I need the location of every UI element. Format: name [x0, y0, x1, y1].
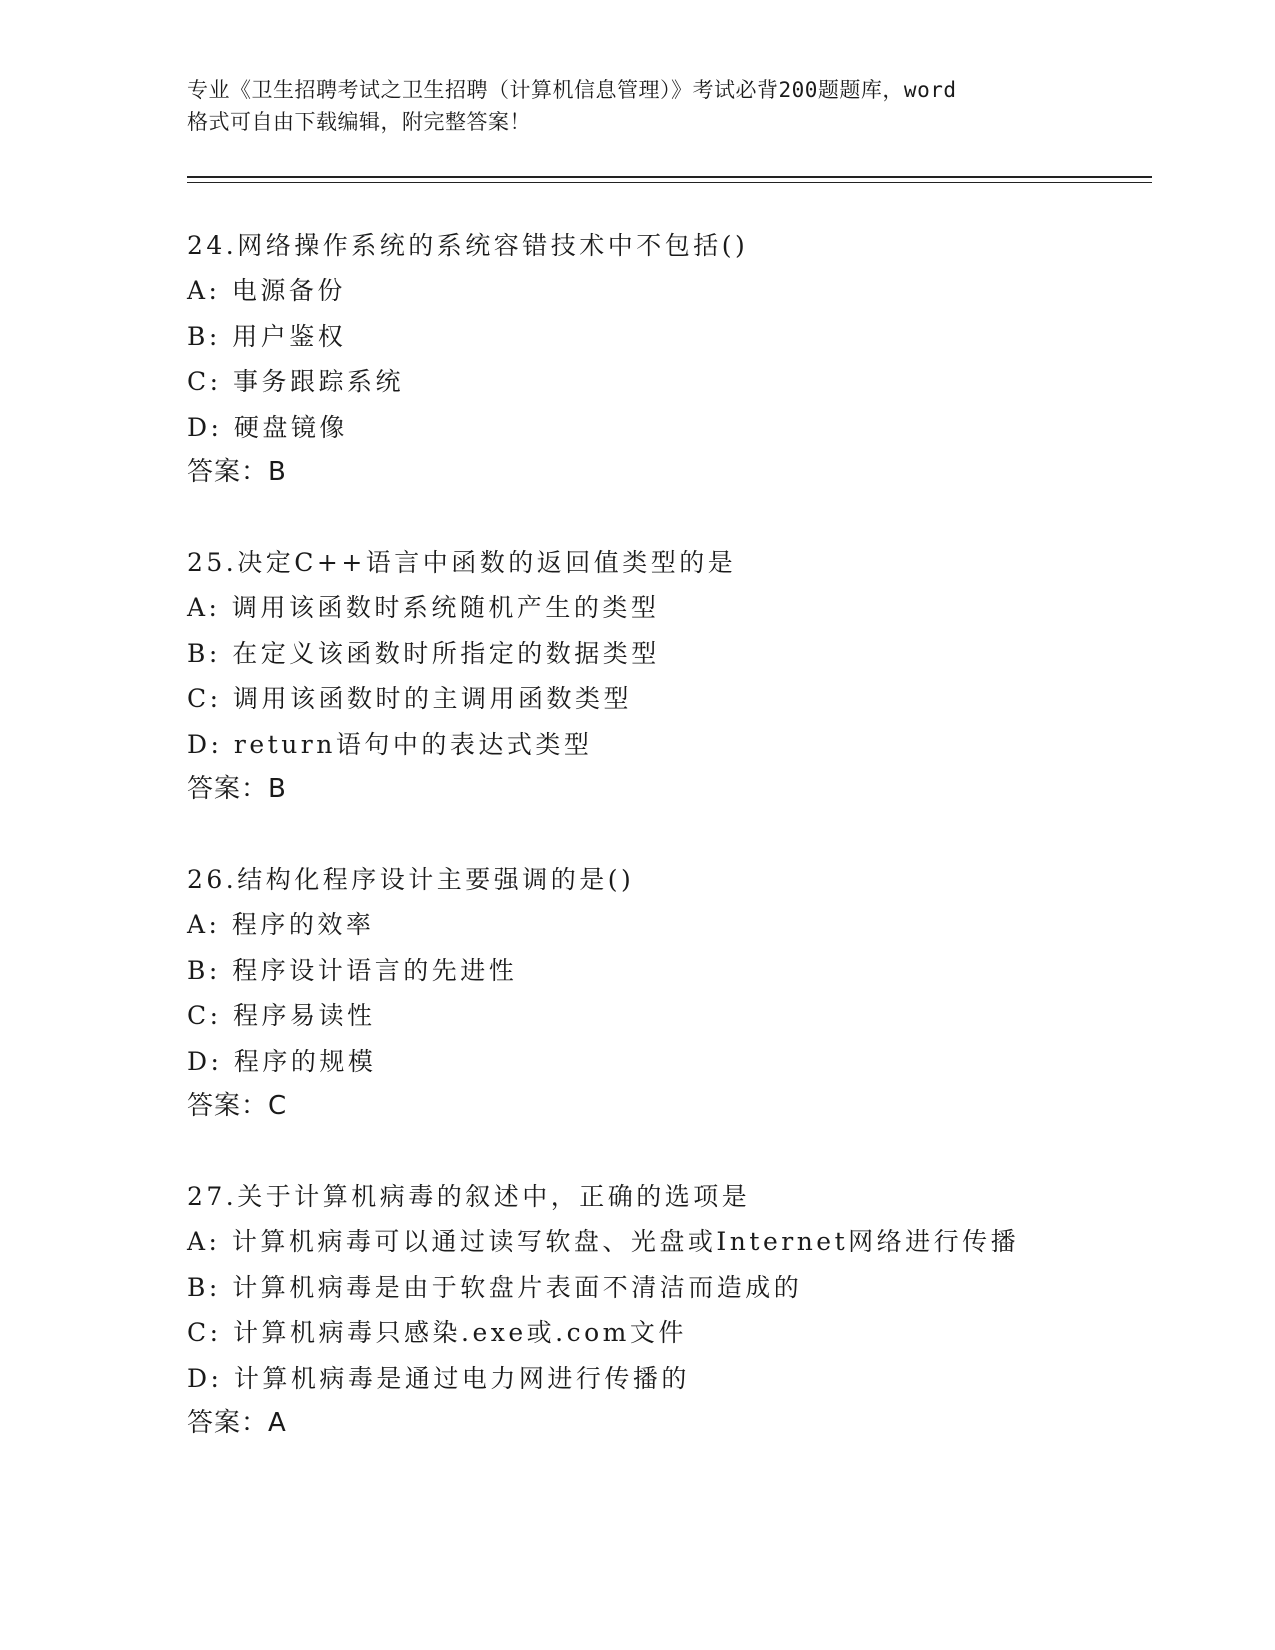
- option-a: A: 程序的效率: [187, 910, 375, 940]
- question-25: [187, 540, 1167, 812]
- option-c: C: 计算机病毒只感染.exe或.com文件: [187, 1318, 687, 1348]
- question-27: [187, 1174, 1167, 1446]
- option-d: D: 计算机病毒是通过电力网进行传播的: [187, 1363, 690, 1393]
- option-b: B: 计算机病毒是由于软盘片表面不清洁而造成的: [187, 1272, 803, 1302]
- question-stem: 26.结构化程序设计主要强调的是(): [187, 865, 635, 894]
- option-b: B: 在定义该函数时所指定的数据类型: [187, 638, 660, 668]
- option-d: D: 程序的规模: [187, 1046, 377, 1076]
- header-divider-thin: [187, 182, 1152, 183]
- answer-line: 答案：B: [187, 773, 287, 804]
- question-stem: 24.网络操作系统的系统容错技术中不包括(): [187, 231, 749, 260]
- option-c: C: 调用该函数时的主调用函数类型: [187, 684, 632, 714]
- document-header: [187, 74, 1087, 138]
- option-a: A: 计算机病毒可以通过读写软盘、光盘或Internet网络进行传播: [187, 1227, 1020, 1257]
- header-divider-thick: [187, 176, 1152, 178]
- option-d: D: return语句中的表达式类型: [187, 729, 593, 759]
- answer-line: 答案：B: [187, 456, 287, 487]
- answer-line: 答案：C: [187, 1090, 288, 1121]
- option-b: B: 用户鉴权: [187, 321, 347, 351]
- option-a: A: 调用该函数时系统随机产生的类型: [187, 593, 660, 623]
- question-24: [187, 223, 1167, 495]
- question-26: [187, 857, 1167, 1129]
- option-a: A: 电源备份: [187, 276, 346, 306]
- option-b: B: 程序设计语言的先进性: [187, 955, 518, 985]
- answer-line: 答案：A: [187, 1407, 287, 1438]
- question-stem: 25.决定C++语言中函数的返回值类型的是: [187, 548, 737, 577]
- option-d: D: 硬盘镜像: [187, 412, 348, 442]
- question-stem: 27.关于计算机病毒的叙述中，正确的选项是: [187, 1182, 751, 1211]
- option-c: C: 程序易读性: [187, 1001, 376, 1031]
- header-line-2: 格式可自由下载编辑，附完整答案！: [187, 110, 531, 134]
- header-line-1: 专业《卫生招聘考试之卫生招聘（计算机信息管理）》考试必背200题题库，word: [187, 78, 957, 102]
- option-c: C: 事务跟踪系统: [187, 367, 404, 397]
